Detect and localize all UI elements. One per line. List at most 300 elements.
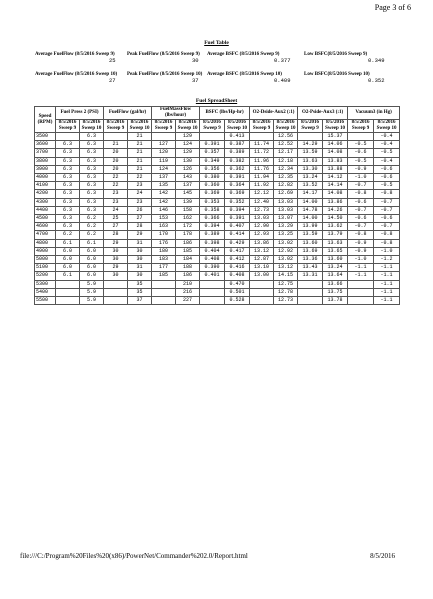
table-cell: 6.3 [80,206,104,214]
sweep9-header: 8/5/2016 Sweep 9 [104,120,128,133]
table-cell: 139 [176,198,200,206]
table-cell [104,297,128,305]
table-cell: 20 [104,149,128,157]
table-cell: 0.353 [200,198,225,206]
table-cell: 14.08 [323,190,348,198]
table-cell: 13.99 [298,223,323,231]
table-cell: 13.10 [250,264,274,272]
sweep10-header: 8/5/2016 Sweep 10 [176,120,200,133]
table-cell: -0.6 [348,215,374,223]
header-row-groups [35,107,400,120]
table-cell: 14.14 [323,182,348,190]
table-cell: 6.3 [80,174,104,182]
group-header-o2-dside: O2-Dside-Aux2 (:1) [250,107,298,120]
table-cell: 25 [104,215,128,223]
table-cell: 35 [128,280,152,288]
table-cell: 13.83 [323,157,348,165]
table-cell: 0.382 [225,157,250,165]
table-cell: 184 [176,256,200,264]
table-cell: 129 [176,133,200,141]
table-cell [200,297,225,305]
fuel-table-title: Fuel Table [204,40,229,46]
table-cell: 0.390 [200,264,225,272]
table-cell: 124 [176,141,200,149]
table-cell: 13.52 [298,182,323,190]
table-cell: 0.413 [225,133,250,141]
table-cell: 21 [128,165,152,173]
table-cell: 13.79 [323,231,348,239]
table-row [35,231,400,239]
table-cell: -0.6 [348,149,374,157]
table-cell: 0.387 [225,141,250,149]
table-cell: -0.7 [348,223,374,231]
table-cell: 13.00 [250,272,274,280]
table-cell: 12.40 [250,198,274,206]
table-cell: 12.92 [274,247,298,255]
table-cell: 6.3 [80,133,104,141]
speed-cell: 5200 [35,272,56,280]
sweep10-header: 8/5/2016 Sweep 10 [374,120,400,133]
table-cell: 142 [152,190,176,198]
table-cell: 13.12 [250,247,274,255]
table-cell: 6.2 [80,231,104,239]
speed-cell: 4400 [35,206,56,214]
table-cell: 0.408 [225,272,250,280]
table-cell: 14.06 [323,141,348,149]
speed-cell: 5000 [35,256,56,264]
peak-fuelflow-sweep9-value: 30 [192,57,199,64]
table-cell: 13.60 [323,256,348,264]
table-cell: 12.56 [274,133,298,141]
table-cell: -0.4 [374,133,400,141]
table-cell: 30 [128,256,152,264]
table-cell: 30 [104,272,128,280]
sweep10-header: 8/5/2016 Sweep 10 [274,120,298,133]
table-cell: 180 [152,247,176,255]
table-cell: 14.15 [274,272,298,280]
table-cell: 12.34 [274,165,298,173]
table-cell: 12.17 [274,149,298,157]
table-cell: 14.26 [323,206,348,214]
speed-cell: 5300 [35,280,56,288]
table-cell: -1.0 [348,256,374,264]
table-row [35,149,400,157]
table-cell: 30 [104,247,128,255]
speed-cell: 4900 [35,247,56,255]
table-cell: 0.349 [200,157,225,165]
table-cell: 11.76 [250,165,274,173]
sweep10-header: 8/5/2016 Sweep 10 [323,120,348,133]
table-cell: 129 [176,149,200,157]
table-cell: 21 [128,141,152,149]
speed-cell: 3600 [35,141,56,149]
table-cell: 143 [176,174,200,182]
table-cell: -1.0 [348,174,374,182]
table-cell: 177 [152,264,176,272]
table-cell: 14.29 [298,141,323,149]
speed-cell: 4600 [35,223,56,231]
table-cell: 0.408 [200,256,225,264]
table-cell: 13.65 [323,247,348,255]
table-cell: -0.7 [348,182,374,190]
speed-cell: 5100 [35,264,56,272]
peak-fuelflow-sweep10-value: 37 [192,77,199,84]
table-cell: 6.3 [56,182,80,190]
table-cell: -1.1 [348,264,374,272]
table-row [35,141,400,149]
table-cell: 12.75 [274,280,298,288]
avg-fuelflow-sweep10-label: Average FuelFlow (8/5/2016 Sweep 10) [35,72,118,77]
avg-fuelflow-sweep10-value: 27 [109,77,116,84]
speed-cell: 4500 [35,215,56,223]
table-row [35,198,400,206]
table-cell: -0.6 [374,215,400,223]
table-cell: 126 [176,165,200,173]
table-cell: 146 [152,206,176,214]
table-cell: 12.93 [250,231,274,239]
table-cell: 5.9 [80,288,104,296]
table-cell: 12.12 [250,190,274,198]
table-cell: 13.02 [274,239,298,247]
sweep10-header: 8/5/2016 Sweep 10 [80,120,104,133]
table-cell: 13.43 [298,264,323,272]
table-cell: 0.357 [200,149,225,157]
table-cell: -0.8 [374,239,400,247]
table-cell: 30 [128,272,152,280]
table-cell: 137 [176,182,200,190]
table-cell [104,288,128,296]
table-cell: 6.1 [56,239,80,247]
table-cell: 13.86 [250,239,274,247]
table-cell [348,280,374,288]
table-cell: 14.17 [298,190,323,198]
sweep9-header: 8/5/2016 Sweep 9 [348,120,374,133]
table-cell: -0.5 [348,141,374,149]
table-cell [298,280,323,288]
speed-cell: 4000 [35,174,56,182]
table-cell: 6.0 [80,256,104,264]
table-cell: 227 [176,297,200,305]
table-cell [348,297,374,305]
table-cell: 12.73 [274,297,298,305]
speed-cell: 4200 [35,190,56,198]
table-cell: -1.2 [374,256,400,264]
table-cell [348,133,374,141]
table-cell: 11.92 [250,182,274,190]
avg-bsfc-sweep9-value: 0.377 [274,57,291,64]
table-cell: 6.0 [80,272,104,280]
table-cell: -1.1 [374,272,400,280]
sweep9-header: 8/5/2016 Sweep 9 [250,120,274,133]
table-cell: 14.00 [298,198,323,206]
table-cell: 6.1 [80,239,104,247]
speed-cell: 3800 [35,157,56,165]
table-cell: 12.52 [274,141,298,149]
table-cell: 185 [176,247,200,255]
table-cell: 0.352 [225,198,250,206]
sweep9-header: 8/5/2016 Sweep 9 [152,120,176,133]
table-cell: 0.412 [225,256,250,264]
table-cell: 13.66 [323,280,348,288]
table-cell: 27 [128,215,152,223]
table-row [35,239,400,247]
table-cell: 186 [176,239,200,247]
table-cell: 6.1 [56,272,80,280]
table-cell: 0.394 [225,206,250,214]
table-cell: 6.0 [80,264,104,272]
table-cell: 137 [152,174,176,182]
table-cell: 0.404 [200,247,225,255]
table-cell: 0.416 [225,264,250,272]
footer-path: file:///C:/Program%20Files%20(x86)/PowerNet/Commander%202.0/Report.html [20,552,248,560]
table-row [35,215,400,223]
table-cell: 13.12 [274,264,298,272]
table-cell: 135 [152,182,176,190]
table-cell [200,288,225,296]
table-cell: -0.5 [374,182,400,190]
table-cell: 12.35 [274,174,298,182]
table-row [35,206,400,214]
table-cell: -0.8 [348,231,374,239]
table-cell: 14.12 [323,174,348,182]
table-cell: 30 [104,256,128,264]
table-cell [56,280,80,288]
table-cell [104,133,128,141]
page-number: Page 3 of 6 [374,3,411,12]
table-cell: 13.25 [274,231,298,239]
table-cell: 210 [176,280,200,288]
table-cell: 127 [152,141,176,149]
table-cell: 31 [128,239,152,247]
table-cell: 13.75 [323,288,348,296]
table-row [35,174,400,182]
table-cell: 145 [176,190,200,198]
table-row [35,264,400,272]
table-cell: 23 [104,198,128,206]
table-cell [200,133,225,141]
table-cell: -1.0 [374,247,400,255]
table-cell: -0.9 [348,165,374,173]
table-cell: 13.63 [323,239,348,247]
low-bsfc-sweep10-value: 0.352 [368,77,385,84]
table-cell: -0.8 [348,190,374,198]
table-cell: 23 [104,190,128,198]
table-cell: 185 [152,272,176,280]
table-cell: 22 [104,182,128,190]
table-cell [250,280,274,288]
speed-cell: 4700 [35,231,56,239]
table-cell: 0.429 [225,239,250,247]
table-cell: 0.366 [200,215,225,223]
table-cell: 11.94 [250,174,274,182]
table-cell: 0.360 [200,182,225,190]
table-cell: 13.03 [274,206,298,214]
table-cell [152,280,176,288]
sweep9-header: 8/5/2016 Sweep 9 [298,120,323,133]
avg-bsfc-sweep10-value: 0.409 [274,77,291,84]
table-cell: -1.1 [374,288,400,296]
table-cell: 24 [104,206,128,214]
table-cell: 29 [128,231,152,239]
table-cell: -0.6 [374,165,400,173]
table-cell [152,133,176,141]
table-cell: 0.358 [200,206,225,214]
table-cell: 6.3 [56,215,80,223]
table-cell: 6.3 [80,198,104,206]
table-cell: 13.63 [298,157,323,165]
table-cell: 6.2 [80,223,104,231]
fuel-spreadsheet-table [34,106,400,305]
spreadsheet-title: Fuel SpreadSheet [195,98,238,104]
table-cell: 14.00 [298,215,323,223]
table-cell: 21 [128,133,152,141]
table-cell: 0.362 [225,165,250,173]
table-cell: 35 [128,288,152,296]
table-cell: -1.1 [374,297,400,305]
table-cell: -0.7 [374,198,400,206]
table-cell: 14.08 [323,149,348,157]
table-cell: 6.3 [80,165,104,173]
table-cell: 176 [152,239,176,247]
table-cell: 5.9 [80,297,104,305]
table-cell: -1.1 [374,264,400,272]
table-cell: 28 [104,231,128,239]
speed-cell: 4100 [35,182,56,190]
table-cell: -0.6 [374,174,400,182]
speed-cell: 5400 [35,288,56,296]
table-cell: 186 [176,272,200,280]
table-row [35,182,400,190]
table-cell [250,133,274,141]
table-cell: 13.86 [323,198,348,206]
table-cell: 0.417 [225,247,250,255]
table-cell: 12.78 [274,288,298,296]
table-cell: 23 [128,198,152,206]
table-cell: 12.90 [250,223,274,231]
table-cell: 11.74 [250,141,274,149]
table-cell: 6.3 [56,165,80,173]
table-cell [298,288,323,296]
table-cell: 178 [176,231,200,239]
table-cell: 22 [128,174,152,182]
table-cell: 0.391 [225,174,250,182]
table-cell [152,288,176,296]
table-cell: -0.9 [348,239,374,247]
table-cell [56,288,80,296]
table-cell [104,280,128,288]
table-row [35,247,400,255]
table-cell: 0.391 [225,215,250,223]
table-cell: 13.59 [298,149,323,157]
sweep10-header: 8/5/2016 Sweep 10 [225,120,250,133]
group-header-o2-pside: O2-Pside-Aux3 (:1) [298,107,348,120]
table-cell: -0.5 [348,157,374,165]
table-cell: 21 [128,149,152,157]
table-cell: 20 [104,165,128,173]
table-cell: 6.0 [56,256,80,264]
table-cell: 6.3 [56,223,80,231]
speed-header: Speed (RPM) [35,107,56,133]
table-cell: 0.391 [200,141,225,149]
table-cell: 21 [128,157,152,165]
table-cell: 27 [104,223,128,231]
table-cell: 13.69 [298,247,323,255]
table-cell: 13.07 [274,215,298,223]
peak-fuelflow-sweep9-label: Peak FuelFlow (8/5/2016 Sweep 9) [127,52,200,57]
table-cell [56,297,80,305]
table-cell [200,280,225,288]
table-cell: -1.1 [348,272,374,280]
group-header-vacuum: Vacuum3 (in Hg) [348,107,400,120]
table-cell: 0.369 [200,190,225,198]
table-cell: -0.4 [374,157,400,165]
table-cell: 13.30 [298,165,323,173]
table-cell: 13.24 [323,264,348,272]
sweep9-header: 8/5/2016 Sweep 9 [200,120,225,133]
table-cell: 31 [128,264,152,272]
avg-fuelflow-sweep9-value: 25 [109,57,116,64]
table-cell: 6.3 [80,157,104,165]
table-cell: 12.82 [274,182,298,190]
table-cell: 14.50 [323,215,348,223]
table-cell: 0.501 [225,288,250,296]
table-cell: 37 [128,297,152,305]
table-cell: 30 [128,247,152,255]
table-cell: 12.87 [250,256,274,264]
table-cell: 6.0 [80,247,104,255]
table-cell: 6.3 [80,141,104,149]
table-cell: 6.3 [56,157,80,165]
speed-cell: 3900 [35,165,56,173]
table-cell: 29 [104,239,128,247]
table-cell: 12.73 [250,206,274,214]
table-cell: 0.470 [225,280,250,288]
table-cell [348,288,374,296]
table-cell: 23 [128,182,152,190]
table-cell: 6.2 [56,231,80,239]
table-cell: -0.8 [374,231,400,239]
table-cell [152,297,176,305]
table-cell: 172 [176,223,200,231]
table-cell: -0.7 [348,206,374,214]
table-cell: 0.364 [225,182,250,190]
table-cell: 6.3 [56,149,80,157]
table-cell: 24 [128,190,152,198]
table-cell: 0.389 [225,149,250,157]
table-cell: -0.8 [374,190,400,198]
table-row [35,297,400,305]
table-cell: -1.1 [374,280,400,288]
table-cell: 6.0 [56,247,80,255]
table-cell: 13.36 [298,256,323,264]
group-header-fuelflow: FuelFlow (gal/hr) [104,107,152,120]
table-cell: -0.4 [374,141,400,149]
table-cell: 0.528 [225,297,250,305]
table-row [35,190,400,198]
table-cell: 153 [152,215,176,223]
table-cell: 0.356 [200,165,225,173]
table-row [35,165,400,173]
speed-cell: 3500 [35,133,56,141]
table-cell: 26 [128,206,152,214]
sweep10-header: 8/5/2016 Sweep 10 [128,120,152,133]
table-cell: 13.03 [274,198,298,206]
table-cell [298,297,323,305]
table-cell: 6.3 [56,198,80,206]
table-cell: 120 [152,149,176,157]
table-cell: 13.03 [250,215,274,223]
group-header-fuelmassflow: FuelMassFlow (lbs/hour) [152,107,200,120]
